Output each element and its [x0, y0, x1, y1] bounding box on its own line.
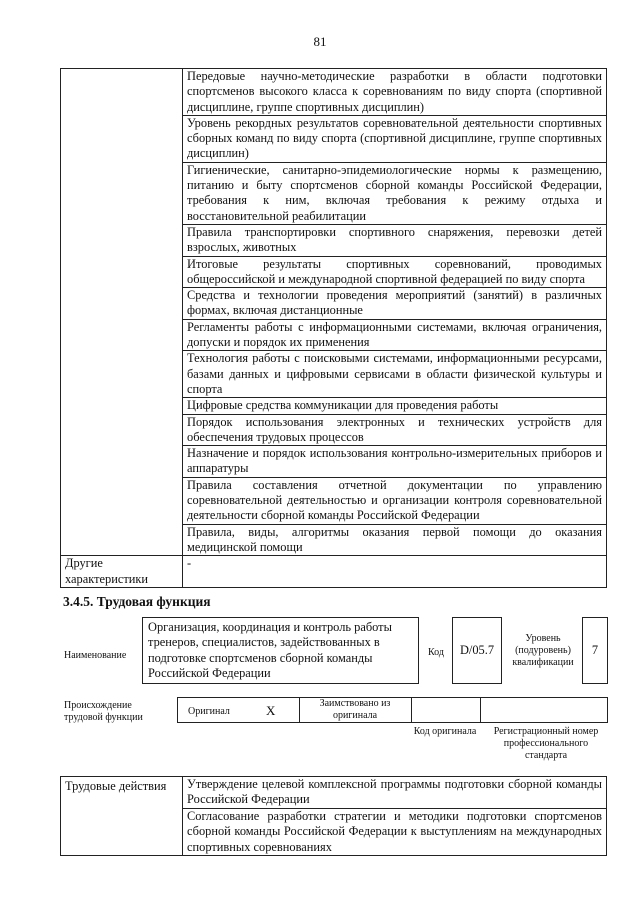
- original-mark: X: [266, 703, 276, 718]
- origin-row: [177, 697, 608, 723]
- code-box: D/05.7: [452, 617, 502, 684]
- code-label: Код: [428, 647, 444, 658]
- knowledge-row: Цифровые средства коммуникации для проведения работы: [183, 398, 607, 414]
- other-characteristics-value: -: [183, 556, 607, 588]
- action-row: Утверждение целевой комплексной программы подготовки сборной команды Российской Федерации: [183, 777, 607, 809]
- borrowed-label: Заимствовано из оригинала: [319, 698, 391, 721]
- knowledge-row: Правила, виды, алгоритмы оказания первой помощи до оказания медицинской помощи: [183, 524, 607, 556]
- knowledge-row: Регламенты работы с информационными системами, включая ограничения, допуски и порядок их применения: [183, 319, 607, 351]
- knowledge-row: Правила составления отчетной документации по управлению соревновательной деятельностью и организации контроля соревновательной деятельности сборной команды Российской Федерации: [183, 477, 607, 524]
- reg-number-caption: Регистрационный номер профессионального стандарта: [493, 726, 599, 761]
- other-characteristics-label: Другие характеристики: [61, 556, 183, 588]
- page-number: 81: [313, 34, 327, 49]
- divider: [480, 698, 481, 722]
- knowledge-row: Порядок использования электронных и технических устройств для обеспечения трудовых процессов: [183, 414, 607, 446]
- code-original-caption: Код оригинала: [413, 726, 477, 737]
- knowledge-label-cell: [61, 69, 183, 556]
- divider: [411, 698, 412, 722]
- knowledge-row: Итоговые результаты спортивных соревнований, проводимых общероссийской и международной спортивной федерацией по виду спорта: [183, 256, 607, 288]
- knowledge-row: Уровень рекордных результатов соревновательной деятельности спортивных сборных команд по виду спорта (спортивной дисциплине, группе спортивных дисциплин): [183, 115, 607, 162]
- knowledge-row: Средства и технологии проведения мероприятий (занятий) в различных формах, включая дистанционные: [183, 288, 607, 320]
- knowledge-row: Передовые научно-методические разработки в области подготовки спортсменов высокого класса к соревнованиям по виду спорта (спортивной дисциплине, группе спортивных дисциплин): [183, 69, 607, 116]
- actions-table: [60, 776, 607, 856]
- original-label: Оригинал: [188, 706, 230, 717]
- actions-label: Трудовые действия: [61, 777, 183, 856]
- knowledge-row: Правила транспортировки спортивного снаряжения, перевозки детей взрослых, животных: [183, 224, 607, 256]
- function-name-box: Организация, координация и контроль работы тренеров, специалистов, задействованных в подготовке спортсменов сборной команды Российской Федерации: [142, 617, 419, 684]
- origin-label: Происхождение трудовой функции: [64, 700, 143, 723]
- knowledge-row: Назначение и порядок использования контрольно-измерительных приборов и аппаратуры: [183, 446, 607, 478]
- knowledge-row: Технология работы с поисковыми системами, информационными ресурсами, базами данных и цифровыми сервисами в области физической культуры и спорта: [183, 351, 607, 398]
- action-row: Согласование разработки стратегии и методики подготовки спортсменов сборной команды Российской Федерации к выступлениям на международных спортивных соревнованиях: [183, 809, 607, 856]
- level-label: Уровень (подуровень) квалификации: [512, 633, 574, 668]
- name-label: Наименование: [64, 650, 127, 661]
- knowledge-row: Гигиенические, санитарно-эпидемиологические нормы к размещению, питанию и быту спортсменов сборной команды Российской Федерации, требования к ним, включая требования к режиму отдыха и восстановительной реабилитации: [183, 162, 607, 224]
- knowledge-table: [60, 68, 607, 588]
- level-box: 7: [582, 617, 608, 684]
- section-heading: 3.4.5. Трудовая функция: [63, 594, 211, 609]
